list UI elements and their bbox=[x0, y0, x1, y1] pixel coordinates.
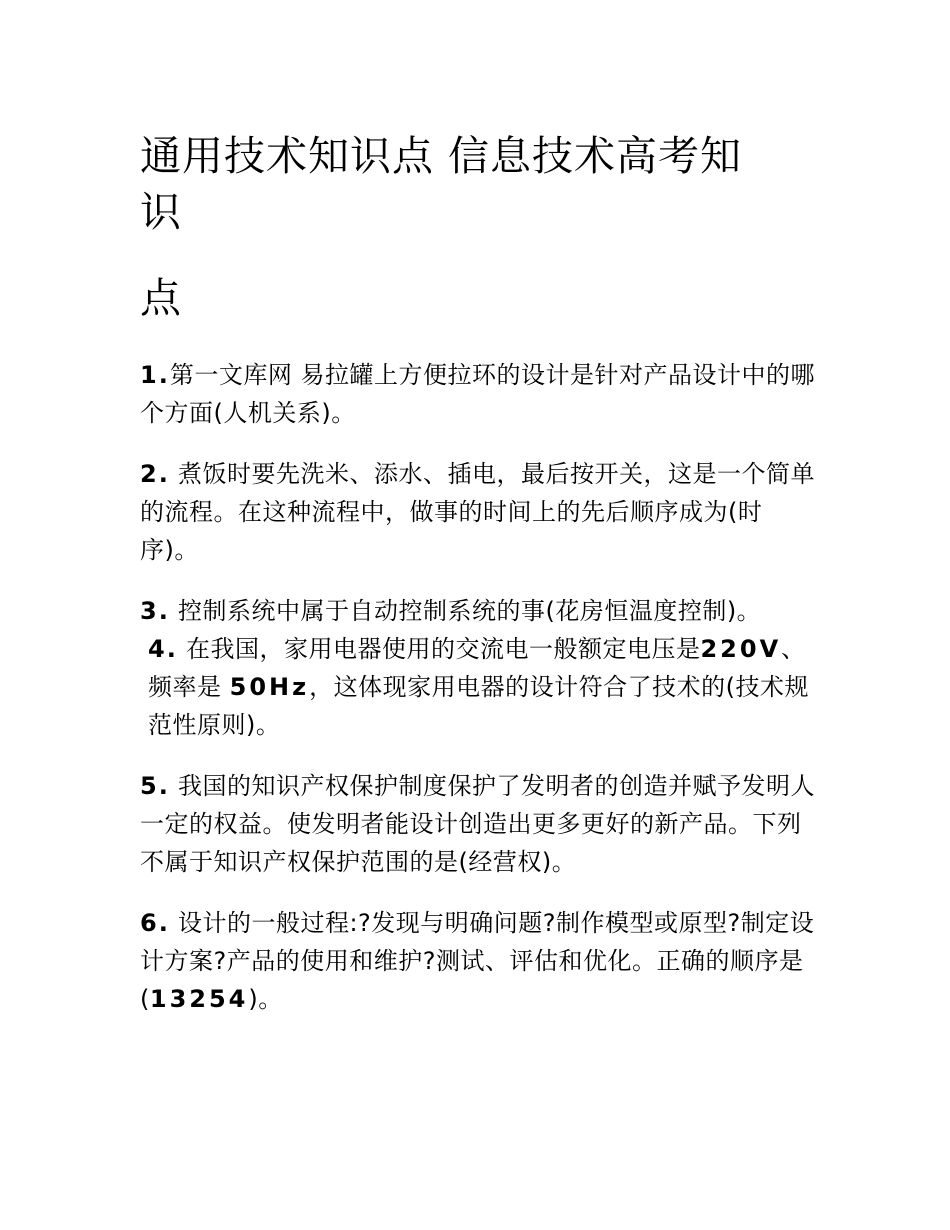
list-item-1 bbox=[140, 356, 820, 432]
list-item-3 bbox=[140, 592, 820, 630]
item-text: 我国的知识产权保护制度保护了发明者的创造并赋予发明人一定的权益。使发明者能设计创造出更多更好的新产品。下列不属于知识产权保护范围的是(经营权)。 bbox=[140, 772, 815, 876]
list-item-2 bbox=[140, 455, 820, 569]
frequency-value: 50Hz bbox=[229, 673, 310, 701]
item-text: 设计的一般过程:?发现与明确问题?制作模型或原型?制定设计方案?产品的使用和维护?测试、评估和优化。正确的顺序是( bbox=[140, 909, 815, 1013]
title-line-2: 识 bbox=[140, 188, 182, 236]
item-text: 在我国，家用电器使用的交流电一般额定电压是 bbox=[177, 635, 701, 663]
item-number: 5. bbox=[140, 772, 170, 800]
document-page bbox=[140, 128, 820, 1041]
page-title bbox=[140, 128, 820, 326]
order-answer: 13254 bbox=[149, 985, 249, 1013]
item-number: 4. bbox=[148, 635, 178, 663]
title-line-3: 点 bbox=[140, 274, 182, 322]
item-number: 3. bbox=[140, 597, 170, 625]
item-number: 2. bbox=[140, 460, 170, 488]
list-item-4 bbox=[140, 630, 820, 744]
item-text: 、频率是 bbox=[148, 635, 806, 701]
item-number: 1. bbox=[140, 361, 170, 389]
list-item-5 bbox=[140, 767, 820, 881]
list-item-6 bbox=[140, 904, 820, 1018]
item-text: ，这体现家用电器的设计符合了技术的(技术规范性原则)。 bbox=[148, 673, 809, 739]
knowledge-list bbox=[140, 356, 820, 1018]
item-text: 控制系统中属于自动控制系统的事(花房恒温度控制)。 bbox=[169, 597, 762, 625]
item-text: 煮饭时要先洗米、添水、插电，最后按开关，这是一个简单的流程。在这种流程中，做事的时间上的先后顺序成为(时序)。 bbox=[140, 460, 815, 564]
item-number: 6. bbox=[140, 909, 170, 937]
item-text: 第一文库网 易拉罐上方便拉环的设计是针对产品设计中的哪个方面(人机关系)。 bbox=[140, 361, 815, 427]
voltage-value: 220V bbox=[700, 635, 782, 663]
title-line-1: 通用技术知识点 信息技术高考知 bbox=[140, 132, 743, 180]
item-text: )。 bbox=[248, 985, 283, 1013]
